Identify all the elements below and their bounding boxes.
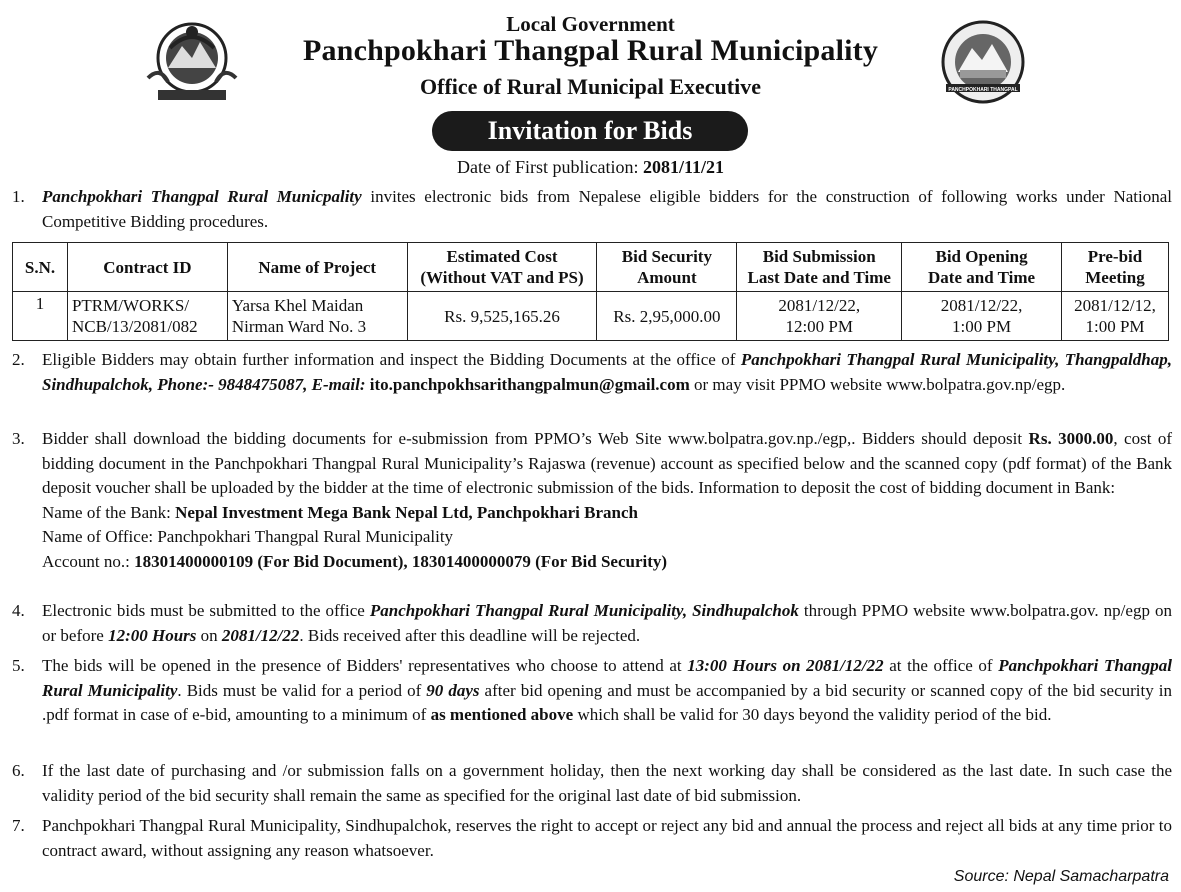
clause-1 [12,185,1172,234]
cell-project-name: Yarsa Khel Maidan Nirman Ward No. 3 [227,292,407,341]
cell-contract-id: PTRM/WORKS/ NCB/13/2081/082 [67,292,227,341]
clause-number: 4. [12,601,25,620]
cell-bid-submission: 2081/12/22, 12:00 PM [737,292,902,341]
clause-1-text: invites electronic bids from Nepalese eligible bidders for the construction of following works under National Competitive Bidding procedures. [42,187,1172,231]
header-municipality-name: Panchpokhari Thangpal Rural Municipality [302,34,879,67]
col-header-bid-opening: Bid Opening Date and Time [902,243,1062,292]
col-header-contract-id: Contract ID [67,243,227,292]
header-local-government: Local Government [506,12,675,36]
municipality-logo-text: PANCHPOKHARI THANGPAL [948,87,1018,93]
clause-3-deposit-amount: Rs. 3000.00 [1028,429,1114,448]
pub-date-value: 2081/11/21 [642,157,724,177]
col-header-project-name: Name of Project [227,243,407,292]
clause-number: 1. [12,187,25,206]
cell-bid-opening: 2081/12/22, 1:00 PM [902,292,1062,341]
col-header-bid-submission: Bid Submission Last Date and Time [737,243,902,292]
clause-number: 3. [12,429,25,448]
table-row [13,292,1169,341]
clause-5: 5. The bids will be opened in the presence of Bidders' representatives who choose to attend at 13:00 Hours on 2081/12/22 at the office of Panchpokhari Thangpal Rural Municipality. Bids must be valid for a period of 90 days after bid opening and must be accompanied by a bid security or scanned copy of the bid security in .pdf format in case of e-bid, amounting to a minimum of as mentioned above which shall be valid for 30 days beyond the validity period of the bid. [12,656,1172,724]
clause-2-email: ito.panchpokhsarithangpalmun@gmail.com [365,374,690,394]
cell-bid-security: Rs. 2,95,000.00 [597,292,737,341]
clause-2-text-a: Eligible Bidders may obtain further information and inspect the Bidding Documents at the office of [42,350,741,369]
clause-2 [12,348,1172,397]
clause-number: 7. [12,816,25,835]
col-header-prebid-meeting: Pre-bid Meeting [1061,243,1168,292]
first-publication-date [0,157,1181,178]
col-header-bid-security: Bid Security Amount [597,243,737,292]
col-header-sn: S.N. [13,243,68,292]
cell-estimated-cost: Rs. 9,525,165.26 [407,292,597,341]
clause-2-office-contact: Panchpokhari Thangpal Rural Municipality, Thangpaldhap, Sindhupalchok, Phone:- 9848475087, E-mail: [42,350,1172,394]
clause-3-text-a: Bidder shall download the bidding documents for e-submission from PPMO’s Web Site www.bolpatra.gov.np./egp,. Bidders should deposit [42,429,1029,448]
clause-7 [12,814,1172,863]
clause-2-text-d: or may visit PPMO website www.bolpatra.gov.np/egp. [689,374,1066,394]
clause-6-text: If the last date of purchasing and /or submission falls on a government holiday, then the next working day shall be considered as the last date. In such case the validity period of the bid security shall remain the same as specified for the original last date of bid submission. [42,761,1172,805]
clause-4: 4. Electronic bids must be submitted to the office Panchpokhari Thangpal Rural Municipality, Sindhupalchok through PPMO website www.bolpatra.gov. np/egp on or before 12:00 Hours on 2081/12/22. Bids received after this deadline will be rejected. [12,601,1172,645]
cell-sn: 1 [13,292,68,341]
header-office-name: Office of Rural Municipal Executive [420,74,761,99]
cell-prebid-meeting: 2081/12/12, 1:00 PM [1061,292,1168,341]
clause-3-text-c: , cost of bidding document in the Panchpokhari Thangpal Rural Municipality’s Rajaswa (revenue) account as specified below and the scanned copy (pdf format) of the Bank deposit voucher shall be uploaded by the bidder at the time of electronic submission of the bids. Information to deposit the cost of bidding document in Bank: [42,429,1173,497]
col-header-estimated-cost: Estimated Cost (Without VAT and PS) [407,243,597,292]
pub-label: Date of First publication: [457,157,643,177]
clause-number: 5. [12,656,25,675]
clause-6 [12,759,1172,808]
clause-number: 6. [12,761,25,780]
table-header-row [13,243,1169,292]
clause-3 [12,427,1172,574]
account-no-line: Account no.: 18301400000109 (For Bid Document), 18301400000079 (For Bid Security) [42,551,668,571]
source-credit: Source: Nepal Samacharpatra [953,868,1169,885]
clause-1-lead: Panchpokhari Thangpal Rural Municpality [42,187,362,206]
bank-name-line: Name of the Bank: Nepal Investment Mega Bank Nepal Ltd, Panchpokhari Branch [42,502,638,522]
office-name-line: Name of Office: Panchpokhari Thangpal Rural Municipality [42,527,454,546]
clause-7-text: Panchpokhari Thangpal Rural Municipality, Sindhupalchok, reserves the right to accept or reject any bid and annual the process and reject all bids at any time prior to contract award, without assigning any reason whatsoever. [42,816,1172,860]
clause-number: 2. [12,350,25,369]
bids-table [12,242,1169,341]
invitation-for-bids-banner: Invitation for Bids [432,111,748,151]
